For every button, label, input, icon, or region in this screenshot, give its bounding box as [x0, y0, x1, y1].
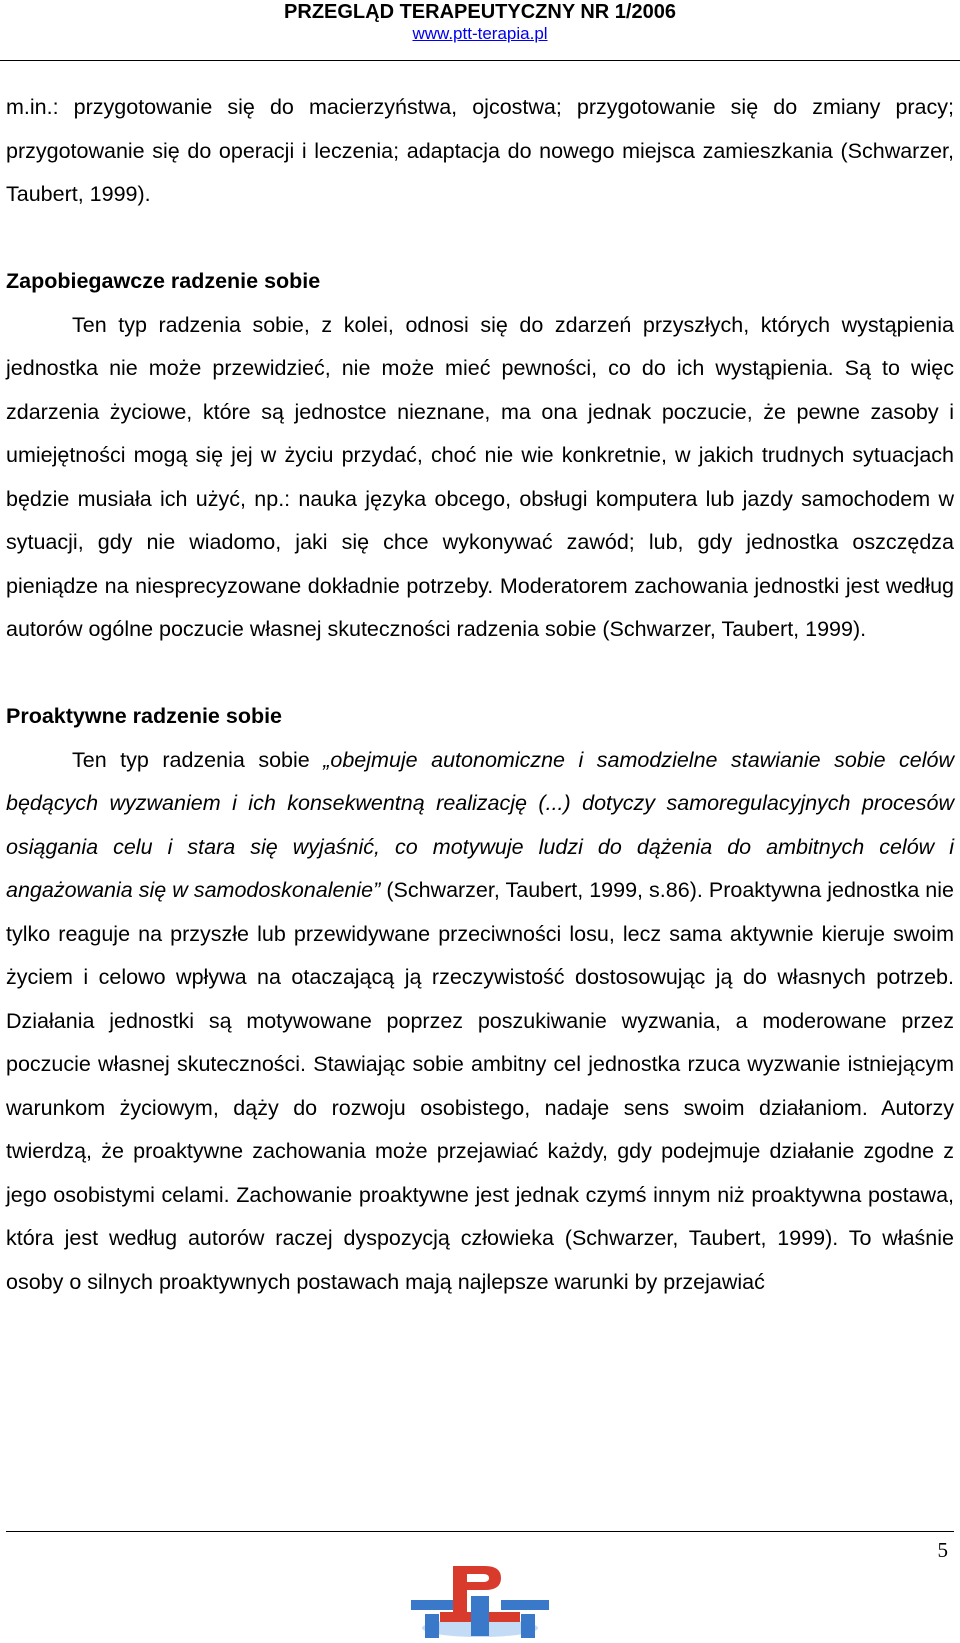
footer-divider: [6, 1531, 954, 1532]
proactive-intro-text: Ten typ radzenia sobie: [72, 747, 324, 772]
section-heading-preventive: Zapobiegawcze radzenie sobie: [6, 269, 321, 293]
proactive-paragraph: [6, 739, 954, 1305]
spacer: [6, 217, 954, 261]
page-body: [6, 86, 954, 1304]
spacer: [6, 652, 954, 696]
journal-url-link[interactable]: www.ptt-terapia.pl: [412, 24, 548, 43]
proactive-quote: „obejmuje autonomiczne i samodzielne stawianie sobie celów będących wyzwaniem i ich konsekwentną realizację (...) dotyczy samoregulacyjnych procesów osiągania celu i stara się wyjaśnić, co motywuje ludzi do dążenia do ambitnych celów i angażowania się w samodoskonalenie”: [6, 747, 954, 902]
page-number: 5: [937, 1538, 948, 1562]
section-heading-proactive: Proaktywne radzenie sobie: [6, 704, 283, 728]
header-divider: [0, 60, 960, 61]
journal-title: PRZEGLĄD TERAPEUTYCZNY NR 1/2006: [284, 1, 676, 23]
page-header: [0, 0, 960, 44]
ptt-logo: [405, 1566, 555, 1643]
preventive-paragraph: Ten typ radzenia sobie, z kolei, odnosi się do zdarzeń przyszłych, których wystąpienia jednostka nie może przewidzieć, nie może mieć pewności, co do ich wystąpienia. Są to więc zdarzenia życiowe, które są jednostce nieznane, ma ona jednak poczucie, że pewne zasoby i umiejętności mogą się jej w życiu przydać, choć nie wie konkretnie, w jakich trudnych sytuacjach będzie musiała ich użyć, np.: nauka języka obcego, obsługi komputera lub jazdy samochodem w sytuacji, gdy nie wiadomo, jaki się chce wykonywać zawód; lub, gdy jednostka oszczędza pieniądze na niesprecyzowane dokładnie potrzeby. Moderatorem zachowania jednostki jest według autorów ogólne poczucie własnej skuteczności radzenia sobie (Schwarzer, Taubert, 1999).: [6, 312, 954, 641]
proactive-rest-text: (Schwarzer, Taubert, 1999, s.86). Proaktywna jednostka nie tylko reaguje na przyszłe lub przewidywane przeciwności losu, lecz sama aktywnie kieruje swoim życiem i celowo wpływa na otaczającą ją rzeczywistość dostosowując ją do własnych potrzeb. Działania jednostki są motywowane poprzez poszukiwanie wyzwania, a moderowane przez poczucie własnej skuteczności. Stawiając sobie ambitny cel jednostka rzuca wyzwanie istniejącym warunkom życiowym, dąży do rozwoju osobistego, nadaje sens swoim działaniom. Autorzy twierdzą, że proaktywne zachowania może przejawiać każdy, gdy podejmuje działanie zgodne z jego osobistymi celami. Zachowanie proaktywne jest jednak czymś innym niż proaktywna postawa, która jest według autorów raczej dyspozycją człowieka (Schwarzer, Taubert, 1999). To właśnie osoby o silnych proaktywnych postawach mają najlepsze warunki by przejawiać: [6, 878, 955, 1294]
intro-paragraph: m.in.: przygotowanie się do macierzyństwa, ojcostwa; przygotowanie się do zmiany pracy; przygotowanie się do operacji i leczenia; adaptacja do nowego miejsca zamieszkania (Schwarzer, Taubert, 1999).: [6, 95, 954, 206]
